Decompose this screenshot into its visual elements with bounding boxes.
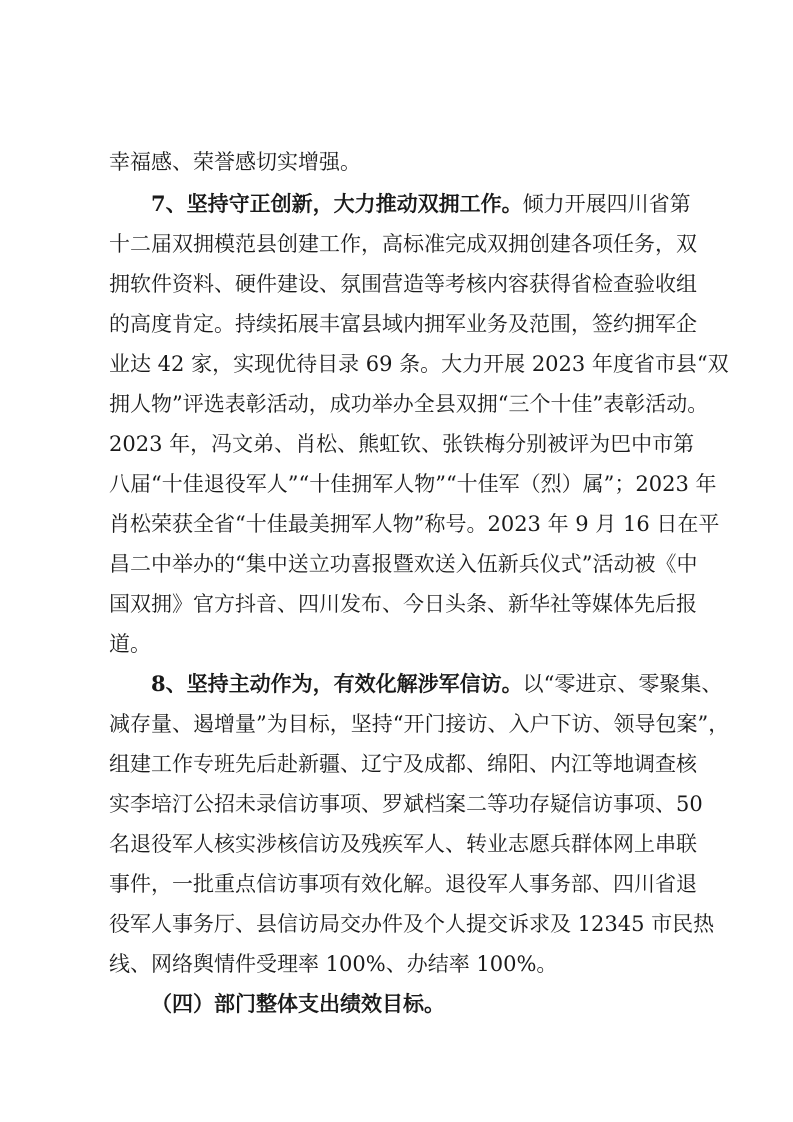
section7-line: 2023 年，冯文弟、肖松、熊虹钦、张铁梅分别被评为巴中市第	[109, 432, 695, 456]
section8-line: 线、网络舆情件受理率 100%、办结率 100%。	[109, 952, 558, 976]
section7-heading: 7、坚持守正创新，大力推动双拥工作。	[151, 191, 523, 216]
section8-line: 组建工作专班先后赴新疆、辽宁及成都、绵阳、内江等地调查核	[109, 752, 697, 776]
section7-first-line-rest: 倾力开展四川省第	[522, 192, 691, 216]
section7-first-line	[151, 186, 689, 222]
section7-line: 十二届双拥模范县创建工作，高标准完成双拥创建各项任务，双	[109, 232, 697, 256]
section7-line: 拥软件资料、硬件建设、氛围营造等考核内容获得省检查验收组	[109, 272, 697, 296]
section8-first-line-rest: 以“零进京、零聚集、	[522, 672, 723, 696]
section7-line: 道。	[109, 632, 151, 656]
section7-line: 拥人物”评选表彰活动，成功举办全县双拥“三个十佳”表彰活动。	[109, 392, 709, 416]
section7-line: 八届“十佳退役军人”“十佳拥军人物”“十佳军（烈）属”；2023 年	[109, 472, 717, 496]
section-subheading: （四）部门整体支出绩效目标。	[151, 991, 445, 1016]
section7-line: 肖松荣获全省“十佳最美拥军人物”称号。2023 年 9 月 16 日在平	[109, 512, 720, 536]
section8-first-line	[151, 666, 723, 702]
section7-line: 的高度肯定。持续拓展丰富县域内拥军业务及范围，签约拥军企	[109, 312, 697, 336]
section8-line: 役军人事务厅、县信访局交办件及个人提交诉求及 12345 市民热	[109, 912, 715, 936]
section8-line: 事件，一批重点信访事项有效化解。退役军人事务部、四川省退	[109, 872, 697, 896]
intro-paragraph-line: 幸福感、荣誉感切实增强。	[109, 150, 361, 174]
section7-line: 业达 42 家，实现优待目录 69 条。大力开展 2023 年度省市县“双	[109, 352, 729, 376]
section8-heading: 8、坚持主动作为，有效化解涉军信访。	[151, 671, 523, 696]
section8-line: 实李培汀公招未录信访事项、罗斌档案二等功存疑信访事项、50	[109, 792, 703, 816]
section7-line: 昌二中举办的“集中送立功喜报暨欢送入伍新兵仪式”活动被《中	[109, 552, 698, 576]
section8-line: 减存量、遏增量”为目标，坚持“开门接访、入户下访、领导包案”，	[109, 712, 730, 736]
section8-line: 名退役军人核实涉核信访及残疾军人、转业志愿兵群体网上串联	[109, 832, 697, 856]
section7-line: 国双拥》官方抖音、四川发布、今日头条、新华社等媒体先后报	[109, 592, 697, 616]
